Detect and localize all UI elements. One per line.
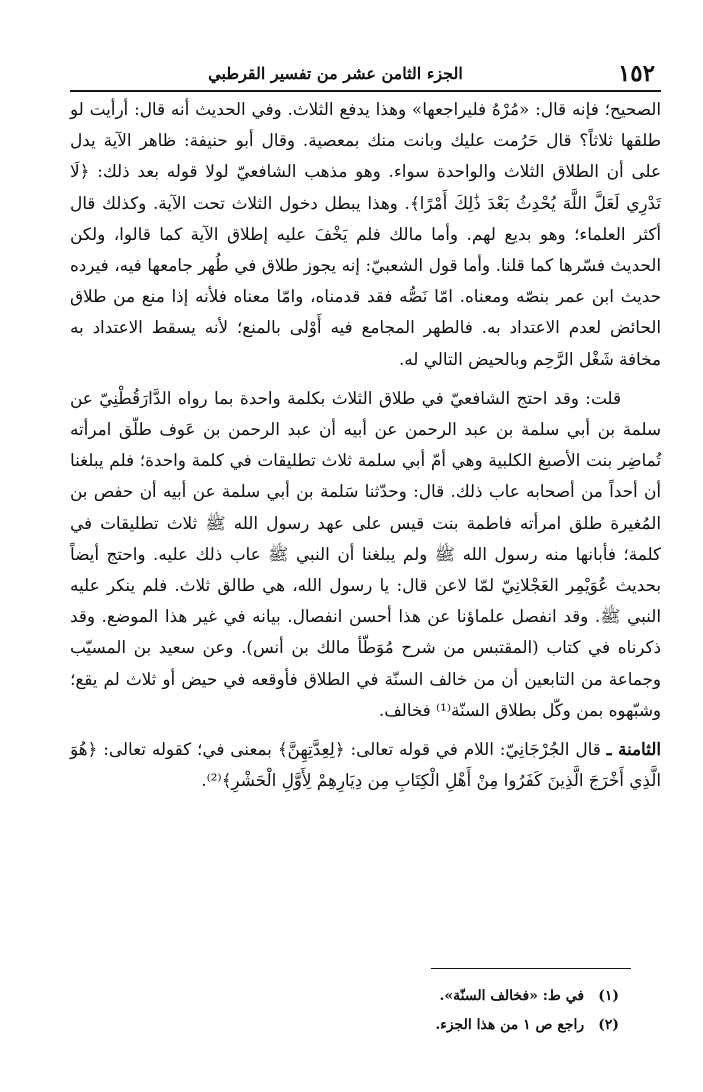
footnote-rule [431,968,631,969]
paragraph-eighth [70,734,661,796]
paragraph-continuation [70,94,661,375]
paragraph-qultu [70,383,661,726]
page-number: ١٥٢ [617,60,655,87]
footnote-number: (٢) [598,1017,619,1033]
paragraph-text: قلت: وقد احتج الشافعيّ في طلاق الثلاث بكلمة واحدة بما رواه الدَّارَقُطْنِيّ عن سلمة بن أبي سلمة بن عبد الرحمن عن أبيه أن عبد الرحمن بن عَوف طلّق امرأته تُماضِر بنت الأصبغ الكلبية وهي أمّ أبي سلمة ثلاث تطليقات في كلمة واحدة؛ فلم يبلغنا أن أحداً من أصحابه عاب ذلك. قال: وحدّثنا سَلمة بن أبي سلمة عن أبيه أن حفص بن المُغيرة طلق امرأته فاطمة بنت قيس على عهد رسول الله ﷺ ثلاث تطليقات في كلمة؛ فأبانها منه رسول الله ﷺ ولم يبلغنا أن النبي ﷺ عاب ذلك عليه. واحتج أيضاً بحديث عُوَيْمِر العَجْلانِيّ لمّا لاعن قال: يا رسول الله، هي طالق ثلاث. فلم ينكر عليه النبي ﷺ. وقد انفصل علماؤنا عن هذا أحسن انفصال. بيانه في غير هذا الموضع. وقد ذكرناه في كتاب (المقتبس من شرح مُوَطّأ مالك بن أنس). وعن سعيد بن المسيّب وجماعة من التابعين أن من خالف السنّة في الطلاق فأوقعه في حيض أو ثلاث لم يقع؛ وشبّهوه بمن وكّل بطلاق السنّة⁽¹⁾ فخالف. [70,387,661,720]
footnotes [70,982,619,1040]
paragraph-text: الصحيح؛ فإنه قال: «مُرْهُ فليراجعها» وهذا يدفع الثلاث. وفي الحديث أنه قال: أرأيت لو طلقها ثلاثاً؟ قال حَرُمت عليك وبانت منك بمعصية. وقال أبو حنيفة: ظاهر الآية يدل على أن الطلاق الثلاث والواحدة سواء. وهو مذهب الشافعيّ لولا قوله بعد ذلك: ﴿لَا تَدْرِي لَعَلَّ اللَّهَ يُحْدِثُ بَعْدَ ذَٰلِكَ أَمْرًا﴾. وهذا يبطل دخول الثلاث تحت الآية. وكذلك قال أكثر العلماء؛ وهو بديع لهم. وأما مالك فلم يَخْفَ عليه إطلاق الآية كما قالوا، ولكن الحديث فسّرها كما قلنا. وأما قول الشعبيّ: إنه يجوز طلاق في طُهر جامعها فيه، فيرده حديث ابن عمر بنصّه ومعناه. امّا نَصُّه فقد قدمناه، وامّا معناه فلأنه إذا منع من طلاق الحائض لعدم الاعتداد به. فالطهر المجامع فيه أَوْلى بالمنع؛ لأنه يسقط الاعتداد به مخافة شَغْل الرَّحِم وبالحيض التالي له. [70,99,661,369]
footnote-text: راجع ص ١ من هذا الجزء. [435,1017,585,1033]
footnote-1 [70,982,619,1011]
footnote-text: في ط: «فخالف السنّة». [439,988,585,1004]
page-header [70,56,661,92]
footnote-2 [70,1011,619,1040]
running-title: الجزء الثامن عشر من تفسير القرطبي [208,64,463,83]
section-lead: الثامنة ـ [606,739,661,760]
paragraph-text: قال الجُرْجَانِيّ: اللام في قوله تعالى: ﴿لِعِدَّتِهِنَّ﴾ بمعنى في؛ كقوله تعالى: ﴿هُوَ الَّذِي أَخْرَجَ الَّذِينَ كَفَرُوا مِنْ أَهْلِ الْكِتَابِ مِن دِيَارِهِمْ لِأَوَّلِ الْحَشْرِ﴾⁽²⁾. [70,739,661,791]
header-rule [70,90,661,92]
footnote-number: (١) [598,988,619,1004]
main-text [70,94,661,796]
